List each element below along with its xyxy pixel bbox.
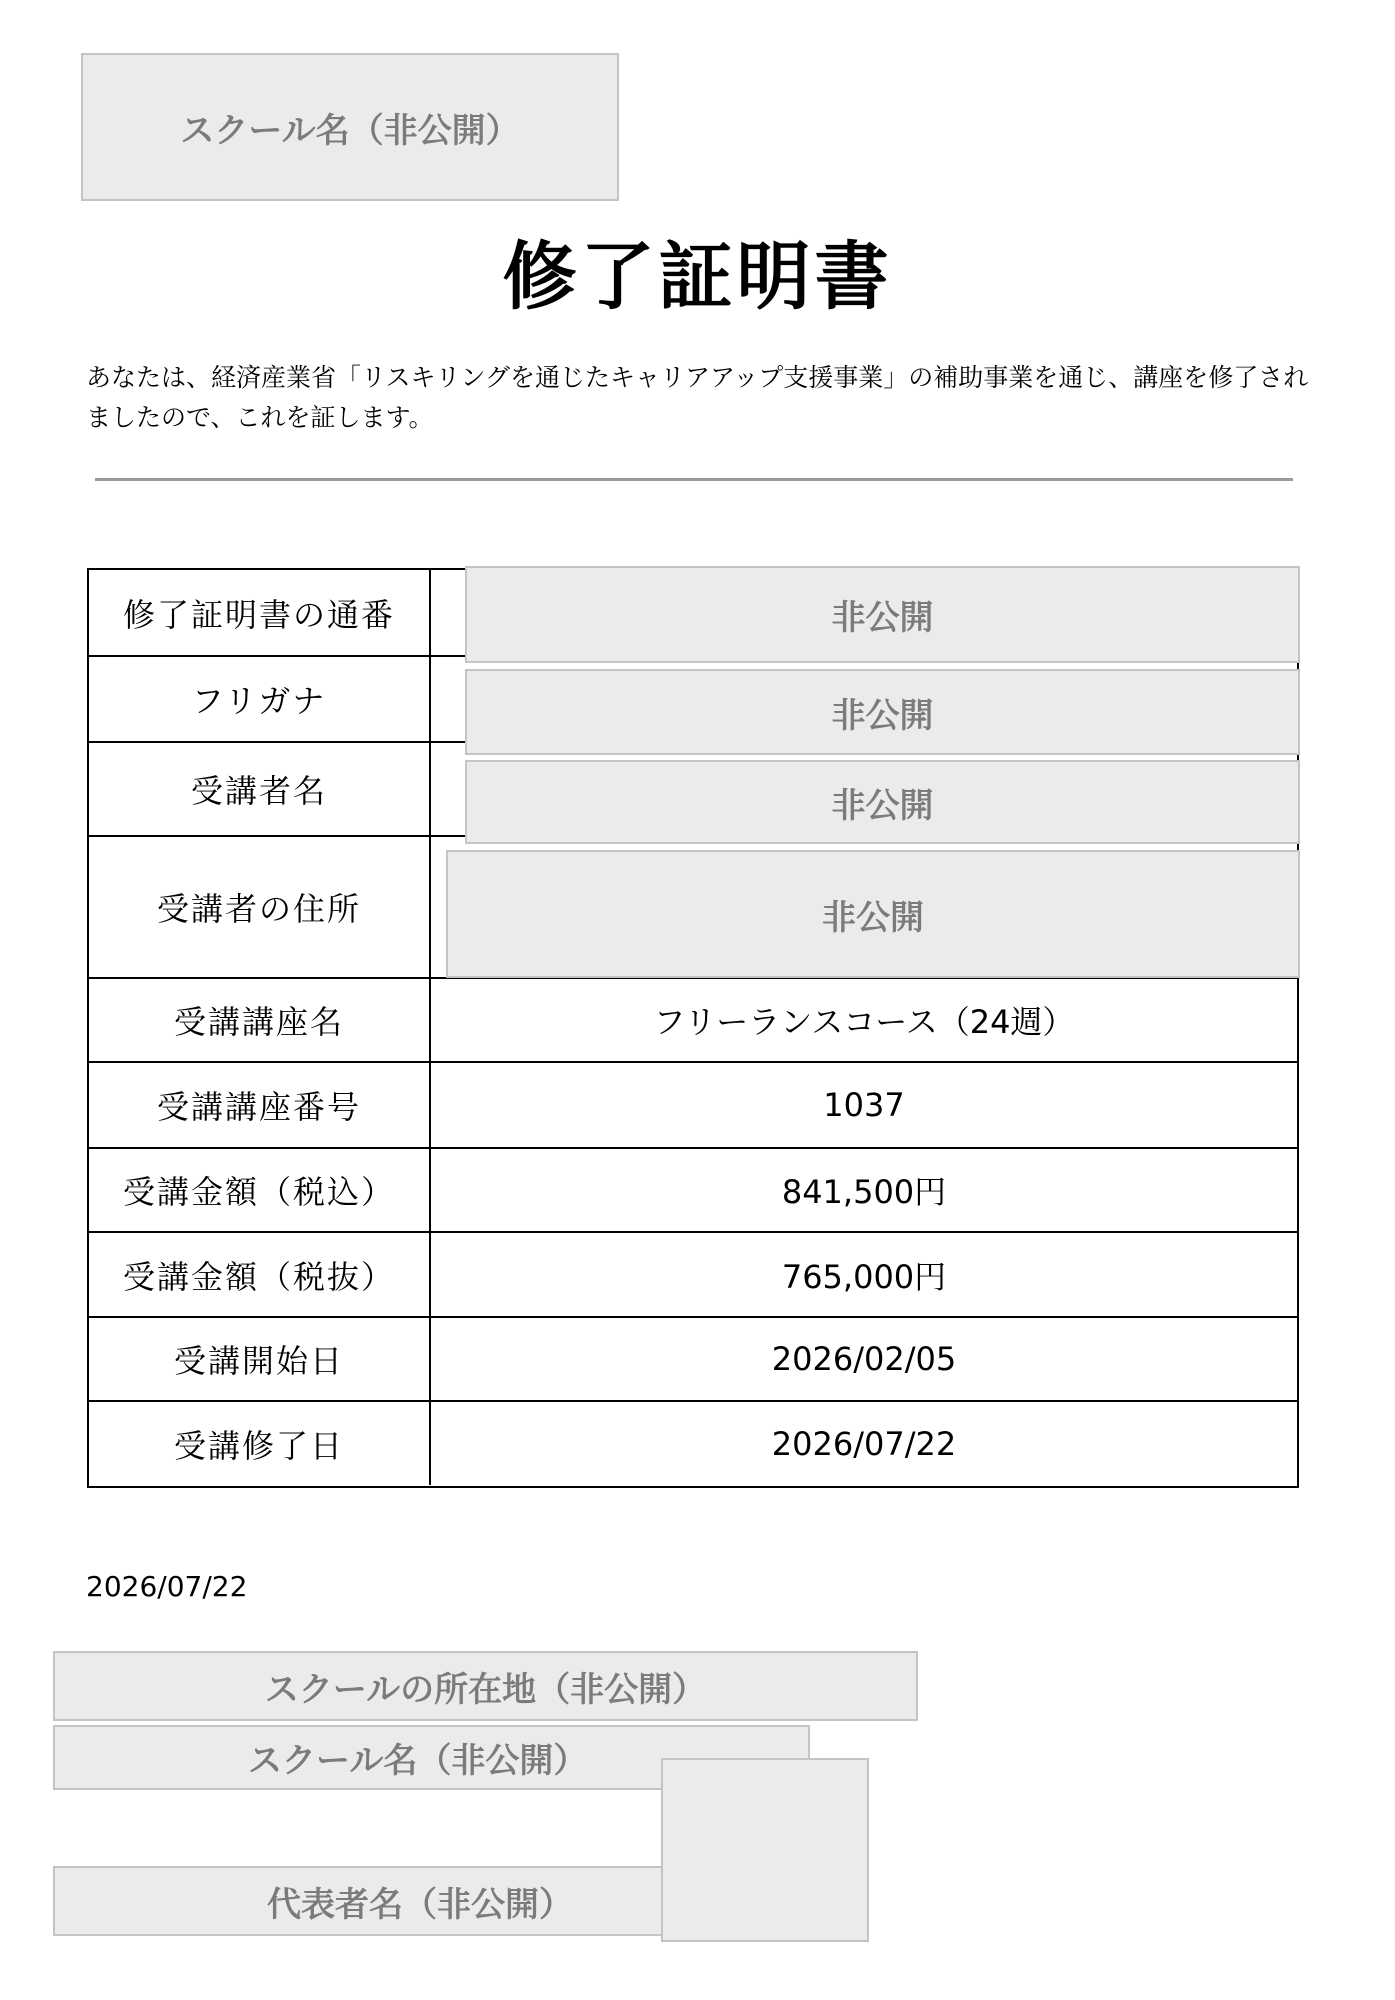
row-value: 2026/02/05 (771, 1340, 957, 1378)
school-name-redacted: スクール名（非公開） (81, 53, 619, 201)
table-row-fee-excl-tax (89, 1233, 1297, 1318)
row-label: 受講金額（税込） (89, 1149, 431, 1231)
seal-stamp-redacted (661, 1758, 869, 1942)
representative-redacted: 代表者名（非公開） (53, 1866, 665, 1936)
certificate-intro-text: あなたは、経済産業省「リスキリングを通じたキャリアアップ支援事業」の補助事業を通じ、講座を修了されましたので、これを証します。 (86, 363, 1309, 432)
school-address-redacted: スクールの所在地（非公開） (53, 1651, 918, 1721)
student-name-redacted: 非公開 (465, 760, 1300, 844)
row-label: 受講講座番号 (89, 1063, 431, 1147)
row-value: フリーランスコース（24週） (653, 1003, 1075, 1041)
row-label: 修了証明書の通番 (89, 570, 431, 655)
student-address-redacted: 非公開 (446, 850, 1300, 978)
footer-school-name-redacted: スクール名（非公開） (53, 1725, 810, 1790)
row-value: 841,500円 (781, 1173, 947, 1211)
row-label: 受講金額（税抜） (89, 1233, 431, 1316)
table-row-start-date (89, 1318, 1297, 1402)
row-label: 受講講座名 (89, 979, 431, 1061)
row-value: 765,000円 (781, 1257, 947, 1296)
table-row-end-date (89, 1402, 1297, 1485)
table-row-course-name (89, 979, 1297, 1063)
row-label: 受講者の住所 (89, 837, 431, 977)
row-label: 受講修了日 (89, 1402, 431, 1485)
row-value: 2026/07/22 (771, 1424, 957, 1463)
divider (95, 478, 1293, 481)
serial-redacted: 非公開 (465, 566, 1300, 663)
furigana-redacted: 非公開 (465, 669, 1300, 755)
row-label: 受講者名 (89, 743, 431, 835)
table-row-course-number (89, 1063, 1297, 1149)
row-label: フリガナ (89, 657, 431, 741)
document-title: 修了証明書 (502, 234, 893, 320)
issue-date: 2026/07/22 (86, 1570, 248, 1603)
row-label: 受講開始日 (89, 1318, 431, 1400)
table-row-fee-incl-tax (89, 1149, 1297, 1233)
row-value: 1037 (823, 1086, 905, 1124)
